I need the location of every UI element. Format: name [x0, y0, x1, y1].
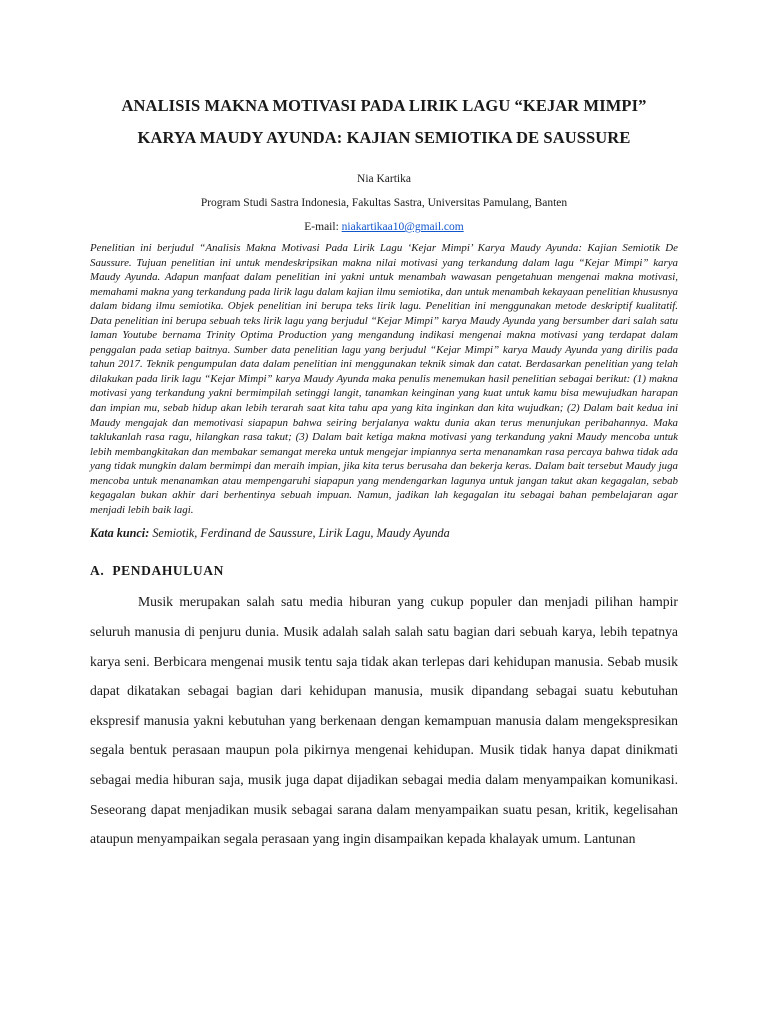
email-label: E-mail: — [304, 221, 342, 233]
author-name: Nia Kartika — [357, 173, 411, 185]
section-title: PENDAHULUAN — [112, 563, 224, 579]
title-line-1: ANALISIS MAKNA MOTIVASI PADA LIRIK LAGU “KEJAR MIMPI” — [121, 96, 647, 115]
title-line-2: KARYA MAUDY AYUNDA: KAJIAN SEMIOTIKA DE SAUSSURE — [137, 128, 631, 147]
paper-title — [90, 0, 678, 154]
section-number: A. — [90, 563, 105, 579]
intro-paragraph: Musik merupakan salah satu media hiburan yang cukup populer dan menjadi pilihan hampir seluruh manusia di penjuru dunia. Musik adalah salah salah satu bagian dari sebuah karya, lebih tepatnya karya seni. Berbicara mengenai musik tentu saja tidak akan terlepas dari kehidupan manusia. Sebab musik dapat dikatakan sebagai bagian dari kehidupan manusia, musik dipandang sebagai suatu kebutuhan ekspresif manusia yakni kebutuhan yang berkenaan dengan kemampuan manusia dalam mengekspresikan segala bentuk perasaan maupun pola pikirnya mengenai kehidupan. Musik tidak hanya dapat dinikmati sebagai media hiburan saja, musik juga dapat dijadikan sebagai media dalam menyampaikan komunikasi. Seseorang dapat menjadikan musik sebagai sarana dalam menyampaikan suatu pesan, kritik, kegelisahan ataupun menyampaikan segala perasaan yang ingin disampaikan kepada khalayak umum. Lantunan — [90, 594, 678, 847]
section-heading — [90, 563, 678, 579]
author-affiliation: Program Studi Sastra Indonesia, Fakultas Sastra, Universitas Pamulang, Banten — [200, 197, 568, 209]
keywords-label: Kata kunci: — [90, 526, 150, 541]
keywords-list: Semiotik, Ferdinand de Saussure, Lirik Lagu, Maudy Ayunda — [149, 526, 450, 541]
abstract: Penelitian ini berjudul “Analisis Makna Motivasi Pada Lirik Lagu ‘Kejar Mimpi’ Karya Maudy Ayunda: Kajian Semiotik De Saussure. Tujuan penelitian ini untuk mendeskripsikan makna nilai motivasi yang terkandung dalam lagu “Kejar Mimpi” karya Maudy Ayunda. Adapun manfaat dalam penelitian ini yakni untuk menambah wawasan pengetahuan mengenai makna motivasi, memahami makna yang terkandung pada lirik lagu dalam kajian ilmu semiotika, dan untuk menambah kekayaan penelitian khususnya dalam bidang ilmu semiotika. Objek penelitian ini berupa teks lirik lagu. Penelitian ini menggunakan metode deskriptif kualitatif. Data penelitian ini berupa sebuah teks lirik lagu yang berjudul “Kejar Mimpi” karya Maudy Ayunda yang bersumber dari salah satu laman Youtube bernama Trinity Optima Production yang mengandung indikasi mengenai makna motivasi yang terdapat dalam penggalan pada setiap baitnya. Sumber data penelitian lagu yang berjudul “Kejar Mimpi” karya Maudy Ayunda yang dirilis pada tahun 2017. Teknik pengumpulan data dalam penelitian ini menggunakan teknik simak dan catat. Berdasarkan penelitian yang telah dilakukan pada lirik lagu “Kejar Mimpi” karya Maudy Ayunda maka penulis menemukan hasil penelitian sebagai berikut: (1) makna motivasi yang terkandung yakni bermimpilah setinggi langit, tanamkan keinginan yang kuat untuk kamu bisa mewujudkan harapan dan impian mu, sebab hidup akan lebih terarah saat kita tahu apa yang kita inginkan dan kita wujudkan; (2) Dalam bait kedua ini Maudy mengajak dan memotivasi siapapun bahwa seiring berjalanya waktu dunia akan terus menunjukan peribahannya. Maka taklukanlah rasa ragu, hilangkan rasa takut; (3) Dalam bait ketiga makna motivasi yang terkandung yakni Maudy mencoba untuk lebih membangkitakan dan membakar semangat mereka untuk mengejar impiannya serta menanamkan rasa percaya bahwa tidak ada yang tidak mungkin dalam bermimpi dan meraih impian, jika kita terus berusaha dan bekerja keras. Dalam bait tersebut Maudy juga mencoba untuk menanamkan atau mempengaruhi siapapun yang mendengarkan lagunya untuk jangan takut akan kegagalan, sebab kegagalan bukan akhir dari berhentinya sebuah impuan. Namun, jadikan lah kegagalan itu sebagai bahan pembelajaran agar menjadi lebih baik lagi. — [90, 242, 678, 516]
email-link[interactable]: niakartikaa10@gmail.com — [341, 221, 464, 233]
author-email — [90, 221, 678, 233]
keywords — [90, 526, 678, 541]
